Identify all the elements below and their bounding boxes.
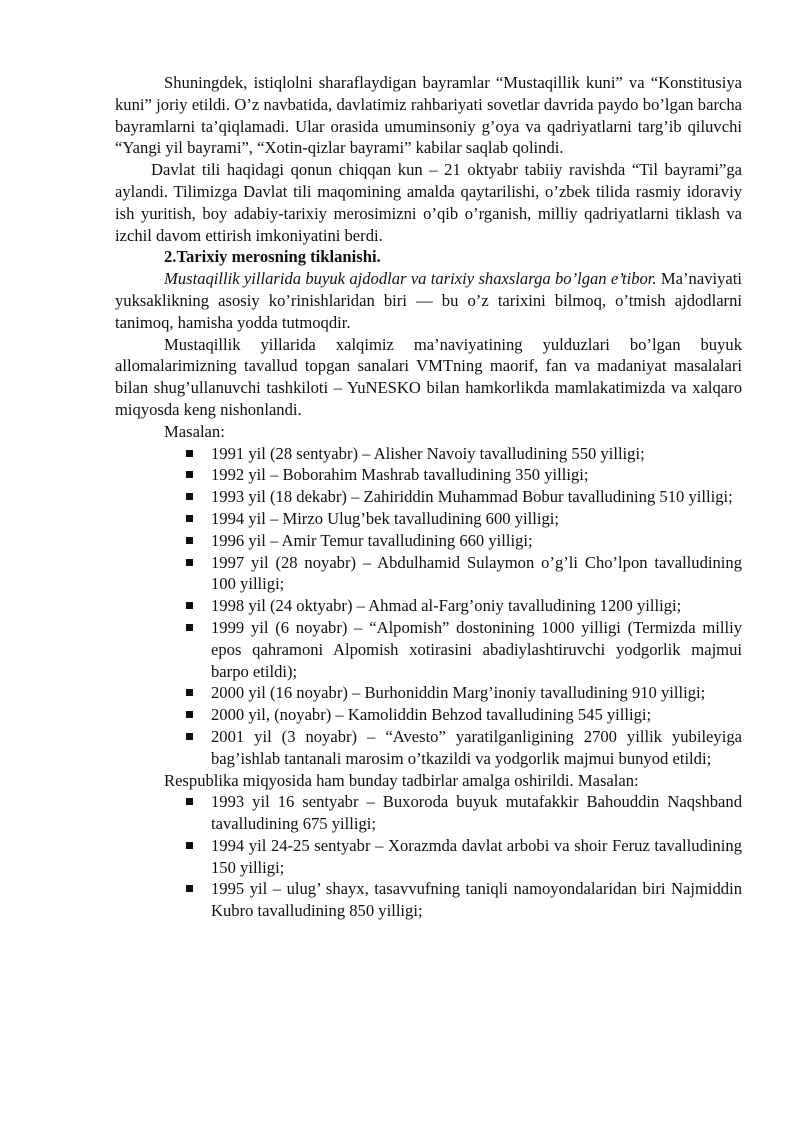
list-item: 1994 yil – Mirzo Ulug’bek tavalludining 600 yilligi;: [211, 508, 742, 530]
bullet-icon: [186, 515, 193, 522]
paragraph-ancestors-italic: Mustaqillik yillarida buyuk ajdodlar va tarixiy shaxslarga bo’lgan e’tibor.: [164, 269, 657, 289]
bullet-icon: [186, 471, 193, 478]
section-number: 2.: [164, 247, 177, 267]
bullet-icon: [186, 624, 193, 631]
bullet-icon: [186, 885, 193, 892]
list-item: 1999 yil (6 noyabr) – “Alpomish” dostonining 1000 yilligi (Termizda milliy epos qahramoni Alpomish xotirasini abadiylashtiruvchi yodgorlik majmui barpo etildi);: [211, 617, 742, 682]
list-item: 1993 yil 16 sentyabr – Buxoroda buyuk mutafakkir Bahouddin Naqshband tavalludining 675 yilligi;: [211, 791, 742, 835]
paragraph-unesco: Mustaqillik yillarida xalqimiz ma’naviyatining yulduzlari bo’lgan buyuk allomalarimizning tavallud topgan sanalari VMTning maorif, fan va madaniyat masalalari bilan shug’ullanuvchi tashkiloti – YuNESKO bilan hamkorlikda mamlakatimizda va xalqaro miqyosda keng nishonlandi.: [115, 334, 742, 419]
list-item: 1994 yil 24-25 sentyabr – Xorazmda davlat arbobi va shoir Feruz tavalludining 150 yilligi;: [211, 835, 742, 879]
anniversary-list-republic: [115, 791, 742, 922]
list-item: 1991 yil (28 sentyabr) – Alisher Navoiy tavalludining 550 yilligi;: [211, 443, 742, 465]
list-item: 1992 yil – Boborahim Mashrab tavalludining 350 yilligi;: [211, 464, 742, 486]
bullet-icon: [186, 689, 193, 696]
list-item: 2000 yil (16 noyabr) – Burhoniddin Marg’inoniy tavalludining 910 yilligi;: [211, 682, 742, 704]
paragraph-masalan: Masalan:: [164, 421, 225, 441]
list-item: 1996 yil – Amir Temur tavalludining 660 yilligi;: [211, 530, 742, 552]
paragraph-republic: Respublika miqyosida ham bunday tadbirlar amalga oshirildi. Masalan:: [164, 770, 639, 790]
bullet-icon: [186, 493, 193, 500]
paragraph-holidays: Shuningdek, istiqlolni sharaflaydigan bayramlar “Mustaqillik kuni” va “Konstitusiya kuni” joriy etildi. O’z navbatida, davlatimiz rahbariyati sovetlar davrida paydo bo’lgan barcha bayramlarni ta’qiqlamadi. Ular orasida umuminsoniy g’oya va qadriyatlarni targ’ib qiluvchi “Yangi yil bayrami”, “Xotin-qizlar bayrami” kabilar saqlab qolindi.: [115, 73, 742, 158]
paragraph-ancestors-text: Ma’naviyati yuksaklikning asosiy ko’rinishlaridan biri — bu o’z tarixini bilmoq, o’tmish ajdodlarni tanimoq, hamisha yodda tutmoqdir.: [115, 269, 742, 332]
bullet-icon: [186, 842, 193, 849]
bullet-icon: [186, 711, 193, 718]
anniversary-list-international: [115, 443, 742, 770]
list-item: 1997 yil (28 noyabr) – Abdulhamid Sulaymon o’g’li Cho’lpon tavalludining 100 yilligi;: [211, 552, 742, 596]
list-item: 2001 yil (3 noyabr) – “Avesto” yaratilganligining 2700 yillik yubileyiga bag’ishlab tantanali marosim o’tkazildi va yodgorlik majmui bunyod etildi;: [211, 726, 742, 770]
list-item: 1995 yil – ulug’ shayx, tasavvufning taniqli namoyondalaridan biri Najmiddin Kubro tavalludining 850 yilligi;: [211, 878, 742, 922]
list-item: 1998 yil (24 oktyabr) – Ahmad al-Farg’oniy tavalludining 1200 yilligi;: [211, 595, 742, 617]
bullet-icon: [186, 559, 193, 566]
bullet-icon: [186, 450, 193, 457]
paragraph-state-language: Davlat tili haqidagi qonun chiqqan kun – 21 oktyabr tabiiy ravishda “Til bayrami”ga aylandi. Tilimizga Davlat tili maqomining amalda qaytarilishi, o’zbek tilida rasmiy idoraviy ish yuritish, boy adabiy-tarixiy merosimizni o’qib o’rganish, milliy qadriyatlarni tiklash va izchil davom ettirish imkoniyatini berdi.: [115, 160, 742, 245]
section-heading: [115, 246, 742, 268]
bullet-icon: [186, 798, 193, 805]
bullet-icon: [186, 602, 193, 609]
list-item: 2000 yil, (noyabr) – Kamoliddin Behzod tavalludining 545 yilligi;: [211, 704, 742, 726]
bullet-icon: [186, 733, 193, 740]
section-title: Tarixiy merosning tiklanishi.: [176, 247, 381, 267]
bullet-icon: [186, 537, 193, 544]
paragraph-ancestors: [115, 268, 742, 333]
list-item: 1993 yil (18 dekabr) – Zahiriddin Muhammad Bobur tavalludining 510 yilligi;: [211, 486, 742, 508]
